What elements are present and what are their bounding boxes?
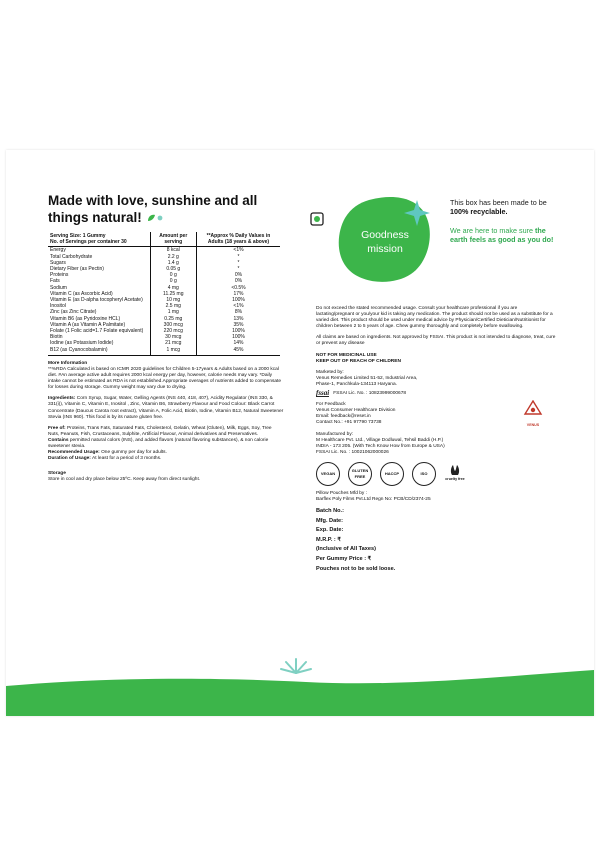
manufacturer-line: INDIA - 173 205. (With Tech Know How from Europe & USA): [316, 443, 445, 449]
fssai-logo-icon: fssai: [316, 389, 330, 398]
nutrient-amount: 0.05 g: [150, 266, 196, 272]
more-information: [48, 361, 284, 391]
ingredients-text: Corn Syrup, Sugar, Water, Gelling Agents (INS 440, 418, 407), Acidity Regulator (INS 330, & 331(i)), Vitamin C, Vitamin E, Inositol , Zinc, Vitamin B6, Strawberry Flavour and Food Colour: Black Carrot Concentrate (Daucus Carota root extract), Vitamin A, Folic Acid, Biotin, Iodine, Vitamin B12, Natural Sweetener Stevia (INS 960). This food is by its nature gluten free.: [48, 396, 284, 420]
nutrient-amount: 30 mcg: [150, 334, 196, 340]
nutrient-name: Inositol: [50, 303, 66, 310]
feedback-line: Venus Consumer Healthcare Division: [316, 408, 396, 414]
venus-caption: VENUS: [526, 423, 540, 427]
nutrient-name: Biotin: [50, 334, 63, 341]
ingredients-label: Ingredients:: [48, 396, 76, 402]
nutrient-amount: 0 g: [150, 272, 196, 278]
nutrient-amount: 0 g: [150, 278, 196, 284]
nutrient-dv: 45%: [196, 347, 280, 356]
nutrient-dv: <0.5%: [196, 285, 280, 291]
nutrient-amount: 1 mcg: [150, 347, 196, 356]
nutrient-amount: 21 mcg: [150, 340, 196, 346]
ingredients: [48, 396, 284, 420]
more-info-title: More Information: [48, 360, 88, 366]
nutrient-name: B12 (as Cyanocobalamin): [48, 347, 150, 356]
nutrient-name: Dietary Fiber (as Pectin): [50, 266, 104, 273]
contains-label: Contains: [48, 437, 69, 443]
nutrient-amount: 300 mcg: [150, 322, 196, 328]
fssai-license: FSSAI Lic. No. : 10823999000678: [333, 390, 407, 396]
nutrient-amount: 1.4 g: [150, 260, 196, 266]
goodness-mission-logo: [329, 192, 449, 288]
serving-size: Serving Size: 1 Gummy: [50, 233, 106, 239]
nutrient-name: Vitamin B6 (as Pyridoxine HCL): [50, 315, 121, 322]
nutrient-dv: 100%: [196, 297, 280, 303]
pouches-note: Pouches not to be sold loose.: [316, 565, 396, 572]
feedback-email: Email: feedback@reset.in: [316, 414, 371, 420]
leaf-icon: [146, 213, 164, 223]
manufacturer-line: M Healthcare Pvt. Ltd., Village Dodluwal, Tehsil Baddi (H.P.): [316, 437, 444, 443]
nutrient-dv: 13%: [196, 316, 280, 322]
nutrient-amount: 2.2 g: [150, 254, 196, 260]
recommended-text: One gummy per day for adults.: [101, 450, 167, 456]
nutrition-table: [48, 232, 280, 356]
nutrient-dv: <1%: [196, 247, 280, 254]
nutrient-name: Iodine (as Potassium Iodide): [50, 340, 114, 347]
recycle-icon: [310, 212, 324, 226]
nutrient-amount: 2.5 mg: [150, 303, 196, 309]
nutrition-row: [48, 347, 280, 356]
haccp-badge-icon: HACCP: [380, 462, 404, 486]
per-gummy-price: Per Gummy Price : ₹: [316, 556, 372, 563]
feedback-label: For Feedback: [316, 402, 346, 408]
logo-line-2: mission: [367, 243, 403, 255]
more-info-text: **%RDA Calculated is based on ICMR 2020 guidelines for Children 5-17years & Adults based on a 2000 kcal diet. #An average active adult requires 2000 kcal energy per day, however, calorie needs may vary. *Daily intake cannot be estimated as RDA is not established.Appropriate overages of nutrients added to compensate for losses during storage. Gummy weight may vary due to drying.: [48, 366, 282, 391]
mfg-date: Mfg. Date:: [316, 517, 344, 524]
feedback-contact: Contact No.: +91 97790 73738: [316, 420, 382, 426]
nutrient-name: Zinc (as Zinc Citrate): [50, 309, 97, 316]
logo-line-1: Goodness: [361, 229, 409, 241]
manufactured-by-label: Manufactured by:: [316, 431, 354, 437]
nutrient-dv: 0%: [196, 272, 280, 278]
free-of-label: Free of:: [48, 425, 66, 431]
storage: [48, 471, 284, 483]
nutrient-amount: 8 kcal: [150, 247, 196, 254]
nutrient-dv: *: [196, 260, 280, 266]
nutrient-name: Sugars: [50, 259, 66, 266]
nutrient-name: Energy: [50, 247, 66, 254]
claims-text: All claims are based on ingredients. Not approved by FSSAI. This product is not intended to diagnose, treat, cure or prevent any disease: [316, 335, 556, 347]
cruelty-free-label: cruelty free: [445, 476, 465, 481]
marketed-by-label: Marketed by:: [316, 369, 344, 375]
keep-out: KEEP OUT OF REACH OF CHILDREN: [316, 358, 401, 364]
headline: [48, 192, 284, 226]
nutrient-name: Vitamin E (as D-alpha tocopheryl Acetate): [50, 297, 143, 304]
venus-emblem-icon: [523, 400, 543, 418]
marketed-by-line: Phase-1, Panchkula-134113 Haryana.: [316, 381, 397, 387]
nutrient-name: Folate (1 Folic acid=1.7 Folate equivalent): [50, 328, 144, 335]
package-panel: [6, 150, 594, 716]
nutrition-row: [48, 247, 280, 254]
nutrient-dv: *: [196, 254, 280, 260]
earth-text: We are here to make sure: [450, 226, 535, 235]
nutrient-dv: 0%: [196, 278, 280, 284]
free-of: [48, 426, 284, 463]
rabbit-icon: [448, 464, 462, 476]
recommended-label: Recommended Usage:: [48, 450, 100, 456]
headline-text: Made with love, sunshine and all things natural!: [48, 193, 258, 225]
iso-badge-icon: ISO: [412, 462, 436, 486]
venus-mark: [523, 400, 543, 426]
nutrient-amount: 11.25 mg: [150, 291, 196, 297]
nutrient-dv: 14%: [196, 340, 280, 346]
gluten-free-badge-icon: GLUTEN FREE: [348, 462, 372, 486]
recyclable-message: [450, 198, 560, 244]
contains-text: permitted natural colors (INS), and added flavors (natural flavoring substances), & non calorie sweetener stevia.: [48, 437, 269, 449]
nutrient-name: Sodium: [50, 284, 67, 291]
free-of-text: Proteins, Trans Fats, Saturated Fats, Cholesterol, Gelatin, Wheat (Gluten), Milk, Eggs, Soy, Tree Nuts, Peanuts, Fish, Crustaceans, Sulphite, Artificial Flavour, Animal derivatives and Preservatives.: [48, 425, 272, 437]
duration-text: At least for a period of 3 months.: [92, 456, 162, 462]
nutrient-dv: 35%: [196, 322, 280, 328]
nutrient-dv: 100%: [196, 334, 280, 340]
warnings-text: Do not exceed the stated recommended usage. Consult your healthcare professional if you are lactating/pregnant or you/your kid is taking any medication. The product should not be used as a substitute for a varied diet. This product should be used under medical advice by Physician/Certified Dietician/Nutritionist for children between 2 to 5 years of age. Chew gummy thoroughly and completely before swallowing.: [316, 306, 553, 330]
nutrient-dv: 100%: [196, 328, 280, 334]
storage-text: Store in cool and dry place below 25ºC. Keep away from direct sunlight.: [48, 477, 201, 483]
batch-no: Batch No.:: [316, 508, 344, 515]
exp-date: Exp. Date:: [316, 527, 344, 534]
nutrient-amount: 0.25 mg: [150, 316, 196, 322]
earth-highlight: the earth feels as good as you do!: [450, 226, 554, 244]
nutrient-amount: 1 mg: [150, 309, 196, 315]
logo-blob-icon: [329, 192, 449, 288]
duration-label: Duration of Usage:: [48, 456, 91, 462]
left-column: [48, 192, 284, 483]
nutrient-name: Fats: [50, 278, 60, 285]
nutrient-name: Total Carbohydrate: [50, 253, 93, 260]
not-medicinal: NOT FOR MEDICINAL USE: [316, 352, 377, 358]
nutrient-name: Vitamin A (as Vitamin A Palmitate): [50, 321, 126, 328]
recyclable-highlight: 100% recyclable.: [450, 207, 508, 216]
nutrition-header-dv: **Approx % Daily Values in Adults (18 years & above): [196, 232, 280, 247]
green-wave-footer: [6, 664, 594, 716]
certification-badges: [316, 462, 556, 486]
vegan-badge-icon: VEGAN: [316, 462, 340, 486]
recyclable-text: This box has been made to be: [450, 198, 547, 207]
cruelty-free-badge-icon: [444, 462, 466, 484]
nutrient-dv: 17%: [196, 291, 280, 297]
inclusive-taxes: (Inclusive of All Taxes): [316, 546, 376, 553]
manufacturer-fssai: FSSAI Lic. No. : 10021062000026: [316, 449, 389, 455]
pouch-label: Pillow Pouches Mfd by :: [316, 490, 367, 496]
batch-info: [316, 507, 556, 574]
nutrition-rows: [48, 247, 280, 355]
marketed-by-line: Venus Remedies Limited 51-52, Industrial Area,: [316, 375, 418, 381]
mrp: M.R.P. : ₹: [316, 536, 341, 543]
fssai-block: [316, 390, 556, 397]
nutrient-amount: 4 mg: [150, 285, 196, 291]
nutrition-header-serving: [48, 232, 150, 247]
nutrient-name: Proteins: [50, 272, 69, 279]
nutrient-dv: <1%: [196, 303, 280, 309]
servings-per-container: No. of Servings per container 30: [50, 239, 127, 246]
pouch-manufacturer: Barflex Poly Films Pvt.Ltd Regn No: PCB/CD/2374-25: [316, 496, 431, 502]
nutrient-dv: *: [196, 266, 280, 272]
nutrient-amount: 10 mg: [150, 297, 196, 303]
storage-title: Storage: [48, 471, 66, 477]
nutrient-dv: 8%: [196, 309, 280, 315]
nutrition-header-amount: Amount per serving: [150, 232, 196, 247]
right-text: [316, 306, 556, 574]
nutrient-amount: 220 mcg: [150, 328, 196, 334]
nutrient-name: Vitamin C (as Ascorbic Acid): [50, 290, 113, 297]
